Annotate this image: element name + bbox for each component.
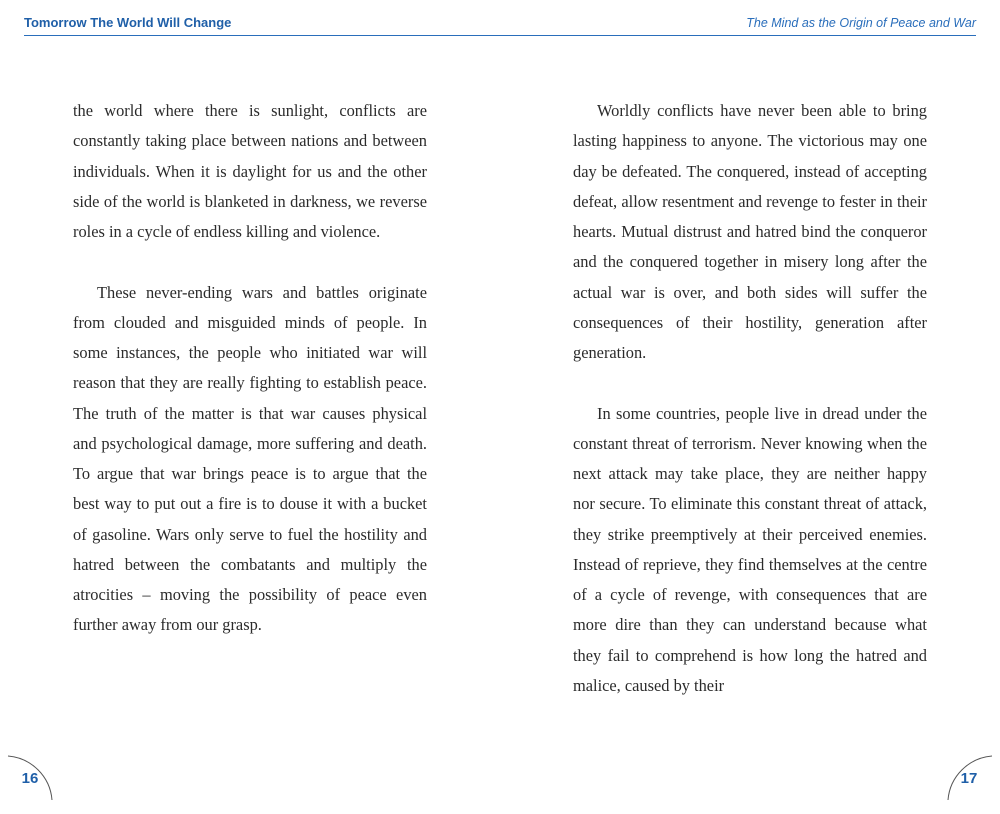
right-paragraph-1: Worldly conflicts have never been able to bring lasting happiness to anyone. The victorious may one day be defeated. The conquered, instead of accepting defeat, allow resentment and revenge to fester in their hearts. Mutual distrust and hatred bind the conqueror and the conquered together in misery long after the actual war is over, and both sides will suffer the consequences of their hostility, generation after generation. (573, 101, 927, 362)
page-number-left: 16 (21, 770, 39, 787)
page-number-right: 17 (960, 770, 978, 787)
book-title: Tomorrow The World Will Change (24, 15, 232, 30)
left-page-text (73, 96, 427, 641)
chapter-title: The Mind as the Origin of Peace and War (746, 16, 976, 30)
right-page-text (573, 96, 927, 701)
left-paragraph-1: the world where there is sunlight, conflicts are constantly taking place between nations and between individuals. When it is daylight for us and the other side of the world is blanketed in darkness, we reverse roles in a cycle of endless killing and violence. (73, 101, 427, 241)
running-header (24, 0, 976, 36)
right-paragraph-2: In some countries, people live in dread under the constant threat of terrorism. Never knowing when the next attack may take place, they are neither happy nor secure. To eliminate this constant threat of attack, they strike preemptively at their perceived enemies. Instead of reprieve, they find themselves at the centre of a cycle of revenge, with consequences that are more dire than they can understand because what they fail to comprehend is how long the hatred and malice, caused by their (573, 403, 927, 695)
left-paragraph-2: These never-ending wars and battles originate from clouded and misguided minds of people. In some instances, the people who initiated war will reason that they are really fighting to establish peace. The truth of the matter is that war causes physical and psychological damage, more suffering and death. To argue that war brings peace is to argue that the best way to put out a fire is to douse it with a bucket of gasoline. Wars only serve to fuel the hostility and hatred between the combatants and multiply the atrocities – moving the possibility of peace even further away from our grasp. (73, 282, 427, 635)
